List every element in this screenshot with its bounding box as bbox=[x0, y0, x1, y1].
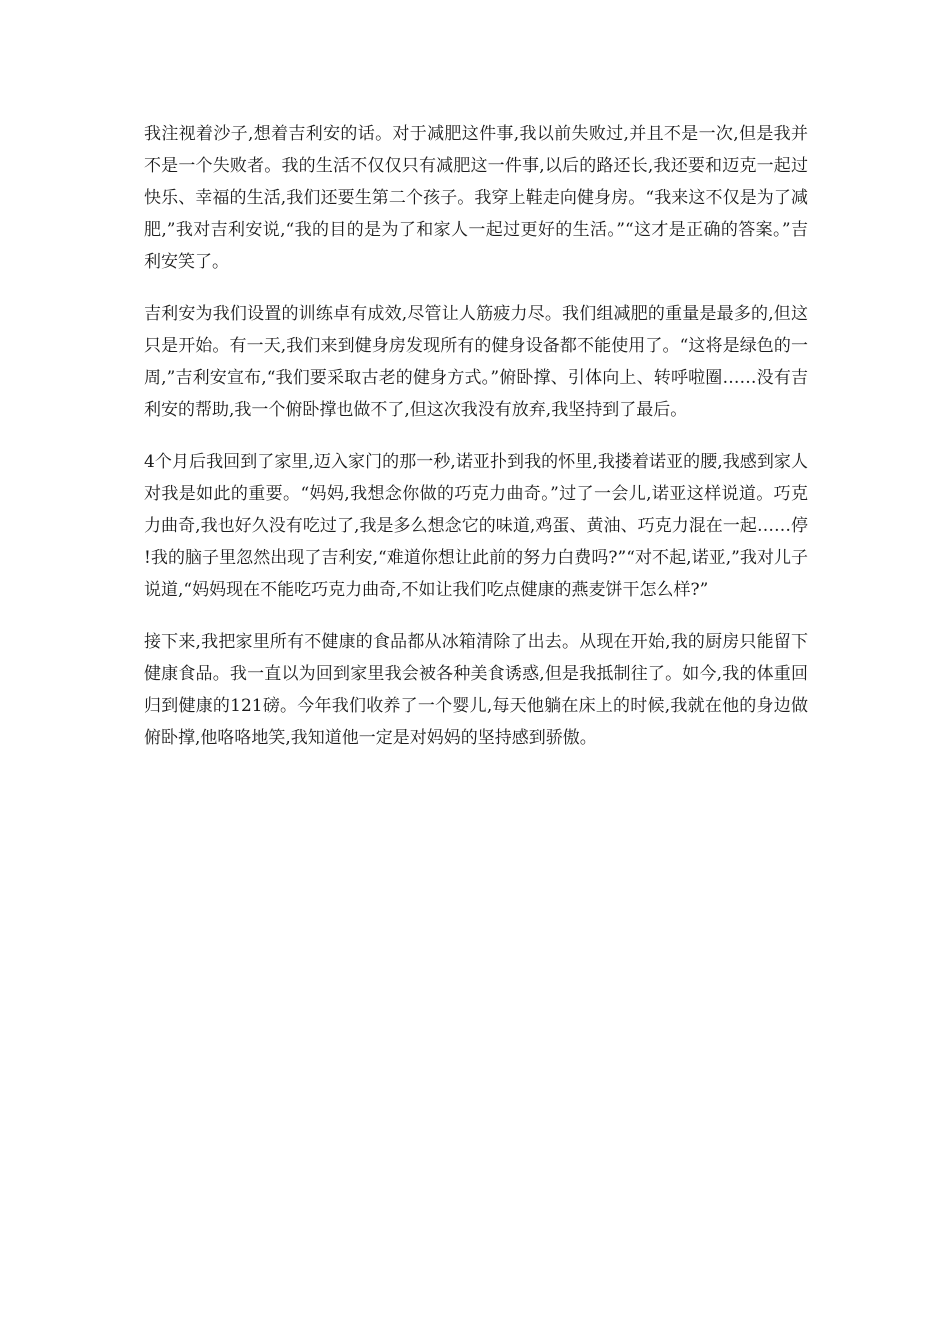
document-body bbox=[144, 118, 808, 774]
paragraph-2: 吉利安为我们设置的训练卓有成效,尽管让人筋疲力尽。我们组减肥的重量是最多的,但这只是开始。有一天,我们来到健身房发现所有的健身设备都不能使用了。“这将是绿色的一周,”吉利安宣布,“我们要采取古老的健身方式。”俯卧撑、引体向上、转呼啦圈……没有吉利安的帮助,我一个俯卧撑也做不了,但这次我没有放弃,我坚持到了最后。 bbox=[144, 304, 808, 420]
paragraph-3: 4个月后我回到了家里,迈入家门的那一秒,诺亚扑到我的怀里,我搂着诺亚的腰,我感到家人对我是如此的重要。“妈妈,我想念你做的巧克力曲奇。”过了一会儿,诺亚这样说道。巧克力曲奇,我也好久没有吃过了,我是多么想念它的味道,鸡蛋、黄油、巧克力混在一起……停!我的脑子里忽然出现了吉利安,“难道你想让此前的努力白费吗?”“对不起,诺亚,”我对儿子说道,“妈妈现在不能吃巧克力曲奇,不如让我们吃点健康的燕麦饼干怎么样?” bbox=[144, 452, 808, 600]
paragraph-4: 接下来,我把家里所有不健康的食品都从冰箱清除了出去。从现在开始,我的厨房只能留下健康食品。我一直以为回到家里我会被各种美食诱惑,但是我抵制往了。如今,我的体重回归到健康的121磅。今年我们收养了一个婴儿,每天他躺在床上的时候,我就在他的身边做俯卧撑,他咯咯地笑,我知道他一定是对妈妈的坚持感到骄傲。 bbox=[144, 632, 808, 748]
paragraph-1: 我注视着沙子,想着吉利安的话。对于减肥这件事,我以前失败过,并且不是一次,但是我并不是一个失败者。我的生活不仅仅只有减肥这一件事,以后的路还长,我还要和迈克一起过快乐、幸福的生活,我们还要生第二个孩子。我穿上鞋走向健身房。“我来这不仅是为了减肥,”我对吉利安说,“我的目的是为了和家人一起过更好的生活。”“这才是正确的答案。”吉利安笑了。 bbox=[144, 124, 808, 272]
